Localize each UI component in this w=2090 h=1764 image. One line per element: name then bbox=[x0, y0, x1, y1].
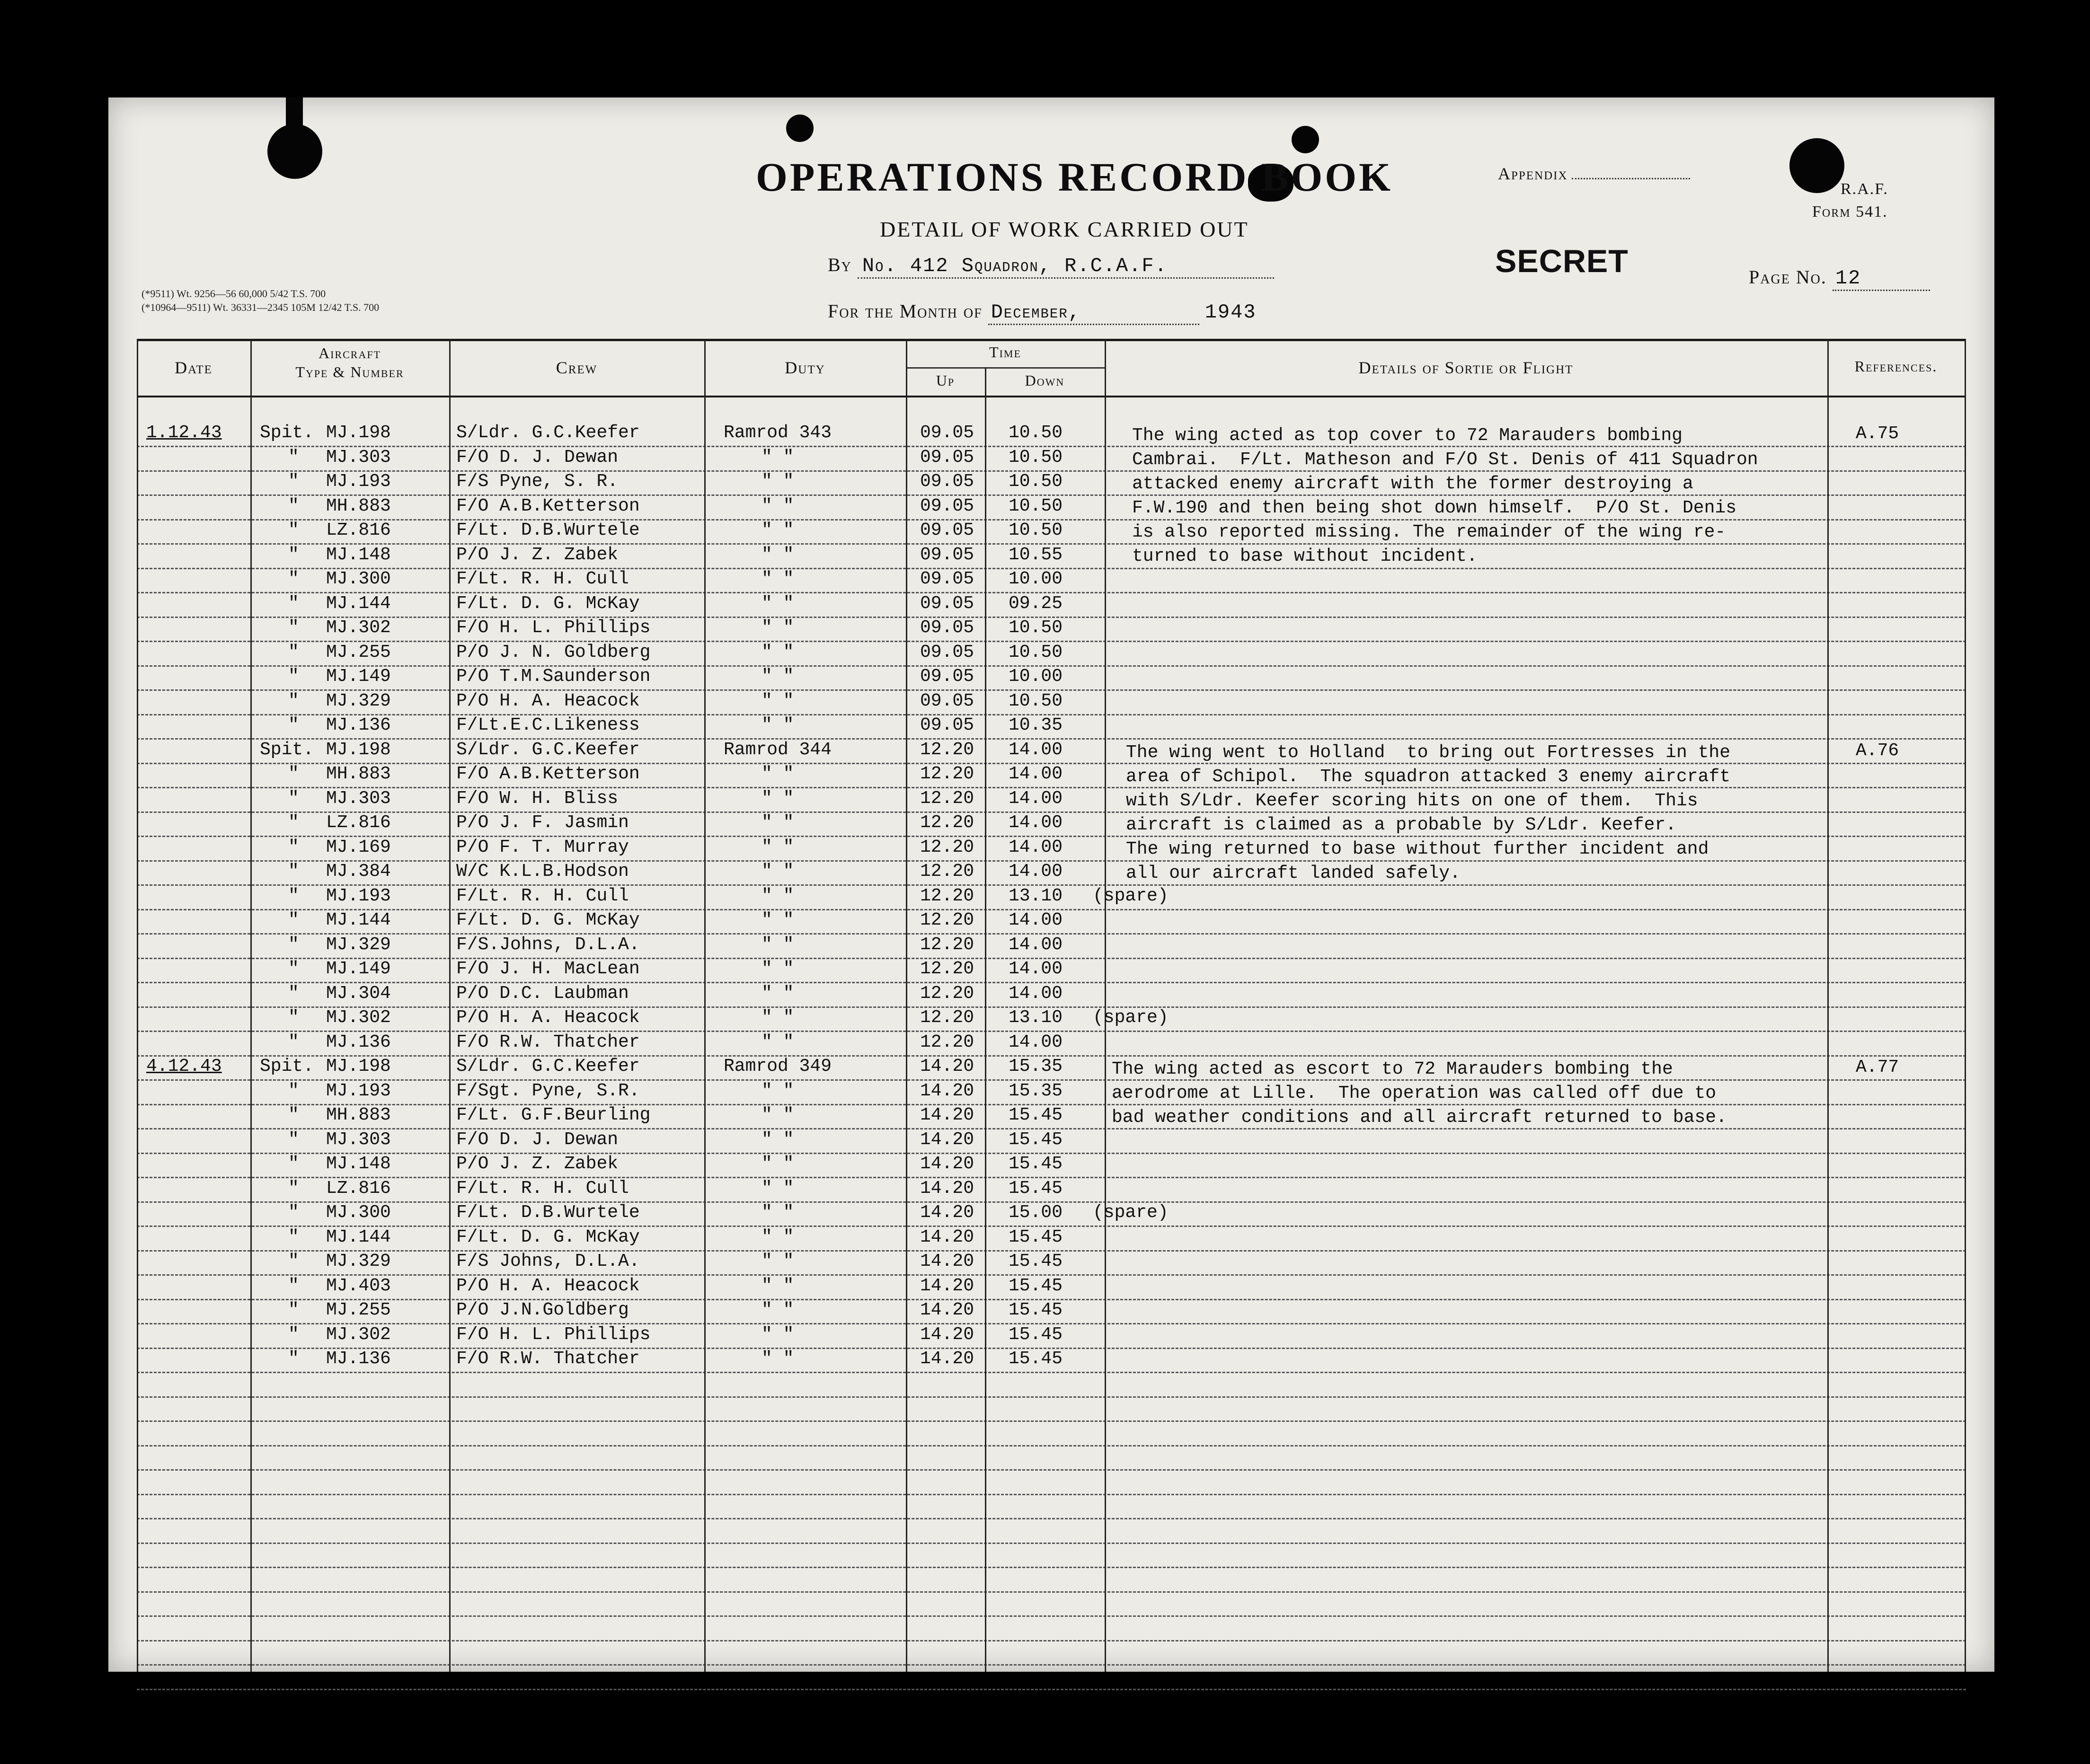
row-time-down: 10.50 bbox=[1009, 471, 1063, 492]
col-border-right bbox=[1965, 339, 1966, 1672]
row-duty: " " bbox=[762, 1324, 794, 1345]
row-duty: " " bbox=[762, 788, 794, 809]
row-aircraft-type: " bbox=[288, 1275, 299, 1296]
row-time-up: 12.20 bbox=[920, 788, 974, 809]
row-time-up: 12.20 bbox=[920, 812, 974, 833]
ruled-line bbox=[137, 1518, 1966, 1519]
row-time-up: 09.05 bbox=[920, 520, 974, 540]
row-duty: Ramrod 344 bbox=[724, 739, 832, 760]
row-aircraft-number: MJ.300 bbox=[326, 1202, 391, 1223]
row-aircraft-type: " bbox=[288, 593, 299, 614]
row-aircraft-number: MJ.149 bbox=[326, 959, 391, 979]
ruled-line bbox=[137, 1469, 1966, 1471]
header-time: Time bbox=[989, 344, 1021, 361]
row-aircraft-type: " bbox=[288, 1178, 299, 1199]
year-value: 1943 bbox=[1204, 301, 1257, 324]
row-aircraft-number: MJ.302 bbox=[326, 1324, 391, 1345]
col-border-up bbox=[985, 367, 986, 1672]
row-time-up: 14.20 bbox=[920, 1080, 974, 1101]
row-aircraft-number: MJ.403 bbox=[326, 1275, 391, 1296]
header-references: References. bbox=[1854, 358, 1938, 375]
row-aircraft-type: Spit. bbox=[260, 1056, 314, 1076]
row-time-down: 15.45 bbox=[1009, 1178, 1063, 1199]
row-aircraft-type: " bbox=[288, 569, 299, 589]
row-time-down: 10.55 bbox=[1009, 544, 1063, 565]
row-time-down: 10.35 bbox=[1009, 715, 1063, 735]
row-time-down: 14.00 bbox=[1009, 861, 1063, 882]
row-crew: W/C K.L.B.Hodson bbox=[456, 861, 629, 882]
row-aircraft-number: MJ.300 bbox=[326, 569, 391, 589]
row-duty: " " bbox=[762, 1226, 794, 1247]
ruled-line bbox=[137, 1494, 1966, 1495]
row-time-up: 14.20 bbox=[920, 1324, 974, 1345]
row-duty: " " bbox=[762, 544, 794, 565]
ruled-line bbox=[137, 1567, 1966, 1568]
print-codes: (*9511) Wt. 9256—56 60,000 5/42 T.S. 700 (*10964—9511) Wt. 36331—2345 105M 12/42 T.S. 700 bbox=[142, 288, 380, 313]
row-time-up: 14.20 bbox=[920, 1202, 974, 1223]
row-aircraft-type: " bbox=[288, 447, 299, 467]
row-duty: " " bbox=[762, 1154, 794, 1174]
row-duty: " " bbox=[762, 1178, 794, 1199]
row-time-down: 10.50 bbox=[1009, 690, 1063, 711]
row-time-down: 10.00 bbox=[1009, 666, 1063, 687]
row-aircraft-type: " bbox=[288, 983, 299, 1004]
row-crew: S/Ldr. G.C.Keefer bbox=[456, 423, 640, 443]
row-crew: F/S Johns, D.L.A. bbox=[456, 1251, 640, 1271]
row-duty: " " bbox=[762, 495, 794, 516]
row-time-up: 09.05 bbox=[920, 715, 974, 735]
row-time-up: 09.05 bbox=[920, 666, 974, 687]
row-aircraft-number: MJ.384 bbox=[326, 861, 391, 882]
ruled-line bbox=[137, 1543, 1966, 1544]
col-border-date bbox=[250, 339, 252, 1672]
row-aircraft-type: " bbox=[288, 1349, 299, 1369]
row-time-down: 13.10 bbox=[1009, 1007, 1063, 1028]
row-aircraft-type: " bbox=[288, 788, 299, 809]
row-crew: P/O J. Z. Zabek bbox=[456, 544, 619, 565]
spare-note: (spare) bbox=[1093, 1202, 1169, 1223]
row-crew: F/Lt.E.C.Likeness bbox=[456, 715, 640, 735]
ruled-line bbox=[137, 1396, 1966, 1398]
row-aircraft-type: " bbox=[288, 1032, 299, 1052]
spare-note: (spare) bbox=[1093, 1007, 1169, 1028]
row-crew: F/O R.W. Thatcher bbox=[456, 1032, 640, 1052]
row-time-up: 09.05 bbox=[920, 423, 974, 443]
ruled-line bbox=[137, 1689, 1966, 1690]
row-duty: " " bbox=[762, 690, 794, 711]
row-aircraft-number: MJ.302 bbox=[326, 617, 391, 638]
row-aircraft-number: MJ.329 bbox=[326, 1251, 391, 1271]
row-duty: Ramrod 349 bbox=[724, 1056, 832, 1076]
table-top-border bbox=[137, 339, 1966, 341]
row-duty: " " bbox=[762, 1129, 794, 1150]
row-time-down: 14.00 bbox=[1009, 983, 1063, 1004]
row-aircraft-type: " bbox=[288, 471, 299, 492]
row-time-down: 10.50 bbox=[1009, 495, 1063, 516]
row-crew: F/Lt. R. H. Cull bbox=[456, 1178, 629, 1199]
ruled-line bbox=[137, 1640, 1966, 1641]
row-duty: " " bbox=[762, 715, 794, 735]
row-date: 4.12.43 bbox=[146, 1056, 222, 1076]
row-time-up: 14.20 bbox=[920, 1178, 974, 1199]
row-aircraft-number: MJ.149 bbox=[326, 666, 391, 687]
spare-note: (spare) bbox=[1093, 885, 1169, 906]
row-time-up: 09.05 bbox=[920, 642, 974, 662]
row-aircraft-number: MJ.193 bbox=[326, 471, 391, 492]
row-crew: P/O F. T. Murray bbox=[456, 837, 629, 857]
ruled-line bbox=[137, 1591, 1966, 1593]
row-duty: " " bbox=[762, 666, 794, 687]
row-aircraft-type: " bbox=[288, 812, 299, 833]
row-time-down: 13.10 bbox=[1009, 885, 1063, 906]
sortie-details: The wing acted as top cover to 72 Marauders bombing Cambrai. F/Lt. Matheson and F/O St. Denis of 411 Squadron attacked enemy aircraft with the former destroying a F.W.190 and then being shot down himself. P/O St. Denis is also reported missing. The remainder of the wing re- turned to base without incident. bbox=[1132, 425, 1758, 566]
ruled-line bbox=[137, 1664, 1966, 1666]
row-time-down: 14.00 bbox=[1009, 959, 1063, 979]
row-time-up: 12.20 bbox=[920, 910, 974, 930]
row-time-down: 14.00 bbox=[1009, 764, 1063, 784]
row-aircraft-type: Spit. bbox=[260, 423, 314, 443]
row-time-down: 14.00 bbox=[1009, 837, 1063, 857]
by-line: By No. 412 Squadron, R.C.A.F. bbox=[828, 254, 1274, 279]
row-time-up: 12.20 bbox=[920, 739, 974, 760]
ruled-line bbox=[137, 1420, 1966, 1422]
row-aircraft-number: MJ.136 bbox=[326, 1032, 391, 1052]
row-aircraft-type: " bbox=[288, 764, 299, 784]
row-aircraft-number: MJ.193 bbox=[326, 1080, 391, 1101]
row-aircraft-type: " bbox=[288, 666, 299, 687]
row-aircraft-number: MJ.303 bbox=[326, 447, 391, 467]
row-time-up: 09.05 bbox=[920, 569, 974, 589]
header-details: Details of Sortie or Flight bbox=[1358, 358, 1574, 377]
row-time-down: 15.00 bbox=[1009, 1202, 1063, 1223]
row-time-down: 10.00 bbox=[1009, 569, 1063, 589]
row-time-down: 15.45 bbox=[1009, 1300, 1063, 1320]
row-crew: F/O H. L. Phillips bbox=[456, 1324, 651, 1345]
row-time-down: 15.45 bbox=[1009, 1129, 1063, 1150]
row-time-down: 14.00 bbox=[1009, 910, 1063, 930]
ruled-line bbox=[137, 1445, 1966, 1446]
row-time-up: 12.20 bbox=[920, 1032, 974, 1052]
row-duty: " " bbox=[762, 885, 794, 906]
row-duty: " " bbox=[762, 520, 794, 540]
row-aircraft-number: LZ.816 bbox=[326, 1178, 391, 1199]
page-subtitle: DETAIL OF WORK CARRIED OUT bbox=[880, 217, 1249, 241]
row-aircraft-type: " bbox=[288, 1007, 299, 1028]
row-duty: " " bbox=[762, 1105, 794, 1125]
row-crew: P/O J. N. Goldberg bbox=[456, 642, 651, 662]
row-aircraft-type: " bbox=[288, 1300, 299, 1320]
row-duty: " " bbox=[762, 1251, 794, 1271]
row-aircraft-type: " bbox=[288, 1105, 299, 1125]
row-time-down: 14.00 bbox=[1009, 812, 1063, 833]
row-duty: " " bbox=[762, 1349, 794, 1369]
row-crew: S/Ldr. G.C.Keefer bbox=[456, 739, 640, 760]
row-crew: F/S.Johns, D.L.A. bbox=[456, 934, 640, 955]
row-aircraft-number: MJ.198 bbox=[326, 1056, 391, 1076]
row-time-down: 15.45 bbox=[1009, 1154, 1063, 1174]
row-time-down: 14.00 bbox=[1009, 739, 1063, 760]
row-aircraft-type: " bbox=[288, 861, 299, 882]
row-aircraft-number: MJ.303 bbox=[326, 788, 391, 809]
col-border-aircraft bbox=[449, 339, 451, 1672]
header-duty: Duty bbox=[785, 358, 825, 377]
reference-number: A.76 bbox=[1856, 740, 1899, 761]
row-crew: P/O H. A. Heacock bbox=[456, 1275, 640, 1296]
row-aircraft-number: MJ.329 bbox=[326, 934, 391, 955]
row-time-down: 10.50 bbox=[1009, 617, 1063, 638]
row-time-up: 12.20 bbox=[920, 861, 974, 882]
row-date: 1.12.43 bbox=[146, 423, 222, 443]
row-aircraft-number: MJ.169 bbox=[326, 837, 391, 857]
row-duty: " " bbox=[762, 1300, 794, 1320]
row-aircraft-type: " bbox=[288, 910, 299, 930]
row-crew: P/O H. A. Heacock bbox=[456, 690, 640, 711]
row-time-up: 12.20 bbox=[920, 1007, 974, 1028]
row-time-up: 12.20 bbox=[920, 983, 974, 1004]
row-aircraft-type: " bbox=[288, 1080, 299, 1101]
ruled-line bbox=[137, 1372, 1966, 1373]
row-time-up: 09.05 bbox=[920, 544, 974, 565]
row-crew: F/Lt. D. G. McKay bbox=[456, 593, 640, 614]
reference-number: A.77 bbox=[1856, 1057, 1899, 1077]
row-aircraft-number: MJ.329 bbox=[326, 690, 391, 711]
row-crew: F/Lt. D. G. McKay bbox=[456, 910, 640, 930]
row-time-down: 09.25 bbox=[1009, 593, 1063, 614]
month-value: December, bbox=[988, 301, 1199, 325]
row-crew: F/O H. L. Phillips bbox=[456, 617, 651, 638]
row-aircraft-type: " bbox=[288, 715, 299, 735]
row-crew: F/O D. J. Dewan bbox=[456, 447, 619, 467]
punch-hole-center-right bbox=[1292, 126, 1319, 153]
time-header-divider bbox=[906, 367, 1105, 369]
header-aircraft: Aircraft Type & Number bbox=[295, 344, 404, 380]
row-aircraft-number: MJ.302 bbox=[326, 1007, 391, 1028]
row-duty: " " bbox=[762, 593, 794, 614]
row-duty: " " bbox=[762, 569, 794, 589]
row-aircraft-number: MJ.144 bbox=[326, 1226, 391, 1247]
row-time-up: 14.20 bbox=[920, 1275, 974, 1296]
page-title: OPERATIONS RECORD BOOK bbox=[756, 154, 1393, 200]
record-table bbox=[108, 339, 1994, 1672]
row-aircraft-number: MJ.255 bbox=[326, 642, 391, 662]
secret-stamp: SECRET bbox=[1495, 243, 1629, 279]
month-line: For the Month of December, 1943 bbox=[828, 300, 1257, 325]
row-duty: " " bbox=[762, 1080, 794, 1101]
row-aircraft-type: " bbox=[288, 1324, 299, 1345]
sortie-details: The wing went to Holland to bring out Fortresses in the area of Schipol. The squadron attacked 3 enemy aircraft with S/Ldr. Keefer scoring hits on one of them. This aircraft is claimed as a probable by S/Ldr. Keefer. The wing returned to base without further incident and all our aircraft landed safely. bbox=[1126, 742, 1731, 883]
row-time-up: 14.20 bbox=[920, 1105, 974, 1125]
row-aircraft-type: " bbox=[288, 642, 299, 662]
page-number-value: 12 bbox=[1833, 267, 1930, 291]
row-crew: P/O J.N.Goldberg bbox=[456, 1300, 629, 1320]
row-aircraft-number: LZ.816 bbox=[326, 520, 391, 540]
row-aircraft-type: " bbox=[288, 837, 299, 857]
row-time-down: 10.50 bbox=[1009, 423, 1063, 443]
reference-number: A.75 bbox=[1856, 423, 1899, 444]
page-number: Page No. 12 bbox=[1749, 266, 1930, 291]
row-duty: " " bbox=[762, 983, 794, 1004]
row-time-up: 09.05 bbox=[920, 617, 974, 638]
col-border-crew bbox=[704, 339, 706, 1672]
header-date: Date bbox=[175, 358, 213, 377]
row-duty: " " bbox=[762, 447, 794, 467]
row-duty: " " bbox=[762, 910, 794, 930]
row-crew: F/O R.W. Thatcher bbox=[456, 1349, 640, 1369]
row-crew: F/Lt. G.F.Beurling bbox=[456, 1105, 651, 1125]
row-duty: " " bbox=[762, 812, 794, 833]
row-time-down: 10.50 bbox=[1009, 447, 1063, 467]
squadron-name: No. 412 Squadron, R.C.A.F. bbox=[858, 255, 1274, 279]
appendix-label: Appendix bbox=[1498, 164, 1690, 184]
row-aircraft-number: MJ.148 bbox=[326, 1154, 391, 1174]
row-crew: F/O W. H. Bliss bbox=[456, 788, 619, 809]
row-crew: P/O H. A. Heacock bbox=[456, 1007, 640, 1028]
row-time-down: 10.50 bbox=[1009, 642, 1063, 662]
punch-hole-left-tab bbox=[286, 97, 303, 135]
row-duty: " " bbox=[762, 861, 794, 882]
row-time-down: 15.35 bbox=[1009, 1080, 1063, 1101]
col-border-left bbox=[137, 339, 138, 1672]
row-time-up: 09.05 bbox=[920, 447, 974, 467]
row-aircraft-type: " bbox=[288, 544, 299, 565]
row-aircraft-type: " bbox=[288, 495, 299, 516]
row-time-up: 09.05 bbox=[920, 593, 974, 614]
header-down: Down bbox=[1025, 372, 1065, 389]
form-number: R.A.F. Form 541. bbox=[1812, 180, 1888, 220]
sortie-details: The wing acted as escort to 72 Marauders bombing the aerodrome at Lille. The operation was called off due to bad weather conditions and all aircraft returned to base. bbox=[1112, 1059, 1727, 1128]
row-aircraft-number: MH.883 bbox=[326, 495, 391, 516]
row-duty: " " bbox=[762, 934, 794, 955]
col-border-details bbox=[1827, 339, 1829, 1672]
row-aircraft-number: MH.883 bbox=[326, 1105, 391, 1125]
row-crew: F/Lt. D. G. McKay bbox=[456, 1226, 640, 1247]
row-crew: F/O A.B.Ketterson bbox=[456, 764, 640, 784]
row-duty: " " bbox=[762, 837, 794, 857]
row-aircraft-number: MH.883 bbox=[326, 764, 391, 784]
row-aircraft-type: " bbox=[288, 520, 299, 540]
row-time-up: 14.20 bbox=[920, 1300, 974, 1320]
row-crew: F/Sgt. Pyne, S.R. bbox=[456, 1080, 640, 1101]
row-time-up: 14.20 bbox=[920, 1349, 974, 1369]
row-time-down: 10.50 bbox=[1009, 520, 1063, 540]
header-up: Up bbox=[936, 372, 955, 389]
row-aircraft-number: MJ.198 bbox=[326, 423, 391, 443]
row-aircraft-number: MJ.144 bbox=[326, 593, 391, 614]
row-crew: P/O T.M.Saunderson bbox=[456, 666, 651, 687]
row-crew: P/O J. F. Jasmin bbox=[456, 812, 629, 833]
row-duty: " " bbox=[762, 764, 794, 784]
row-time-up: 12.20 bbox=[920, 959, 974, 979]
row-crew: P/O J. Z. Zabek bbox=[456, 1154, 619, 1174]
row-crew: F/Lt. D.B.Wurtele bbox=[456, 1202, 640, 1223]
col-border-duty bbox=[906, 339, 907, 1672]
row-aircraft-type: Spit. bbox=[260, 739, 314, 760]
row-aircraft-type: " bbox=[288, 1129, 299, 1150]
row-crew: F/S Pyne, S. R. bbox=[456, 471, 619, 492]
row-crew: F/Lt. R. H. Cull bbox=[456, 569, 629, 589]
row-time-up: 14.20 bbox=[920, 1129, 974, 1150]
punch-hole-center bbox=[786, 115, 814, 142]
row-aircraft-number: MJ.303 bbox=[326, 1129, 391, 1150]
row-time-up: 14.20 bbox=[920, 1226, 974, 1247]
row-aircraft-type: " bbox=[288, 1251, 299, 1271]
row-time-down: 15.45 bbox=[1009, 1349, 1063, 1369]
row-duty: " " bbox=[762, 959, 794, 979]
row-aircraft-type: " bbox=[288, 1226, 299, 1247]
row-time-down: 15.35 bbox=[1009, 1056, 1063, 1076]
row-time-up: 14.20 bbox=[920, 1154, 974, 1174]
row-crew: F/O J. H. MacLean bbox=[456, 959, 640, 979]
row-time-up: 09.05 bbox=[920, 471, 974, 492]
row-duty: " " bbox=[762, 617, 794, 638]
row-duty: " " bbox=[762, 1202, 794, 1223]
row-time-up: 14.20 bbox=[920, 1056, 974, 1076]
col-border-down bbox=[1105, 339, 1106, 1672]
row-time-down: 14.00 bbox=[1009, 788, 1063, 809]
row-aircraft-type: " bbox=[288, 690, 299, 711]
row-aircraft-number: MJ.255 bbox=[326, 1300, 391, 1320]
row-aircraft-number: MJ.304 bbox=[326, 983, 391, 1004]
header-bottom-border bbox=[137, 396, 1966, 397]
row-aircraft-number: MJ.136 bbox=[326, 1349, 391, 1369]
row-duty: Ramrod 343 bbox=[724, 423, 832, 443]
row-time-up: 12.20 bbox=[920, 837, 974, 857]
row-crew: S/Ldr. G.C.Keefer bbox=[456, 1056, 640, 1076]
row-crew: F/Lt. D.B.Wurtele bbox=[456, 520, 640, 540]
row-time-down: 14.00 bbox=[1009, 934, 1063, 955]
ruled-line bbox=[137, 1615, 1966, 1617]
row-aircraft-number: LZ.816 bbox=[326, 812, 391, 833]
row-aircraft-type: " bbox=[288, 885, 299, 906]
row-aircraft-number: MJ.148 bbox=[326, 544, 391, 565]
row-aircraft-type: " bbox=[288, 1202, 299, 1223]
row-aircraft-number: MJ.144 bbox=[326, 910, 391, 930]
row-aircraft-number: MJ.198 bbox=[326, 739, 391, 760]
row-time-down: 15.45 bbox=[1009, 1226, 1063, 1247]
row-time-up: 12.20 bbox=[920, 934, 974, 955]
row-time-down: 15.45 bbox=[1009, 1251, 1063, 1271]
row-time-down: 14.00 bbox=[1009, 1032, 1063, 1052]
row-time-up: 09.05 bbox=[920, 690, 974, 711]
row-time-up: 09.05 bbox=[920, 495, 974, 516]
row-aircraft-type: " bbox=[288, 617, 299, 638]
row-aircraft-type: " bbox=[288, 934, 299, 955]
row-aircraft-type: " bbox=[288, 959, 299, 979]
row-crew: F/O D. J. Dewan bbox=[456, 1129, 619, 1150]
record-page bbox=[108, 97, 1994, 1672]
row-aircraft-number: MJ.193 bbox=[326, 885, 391, 906]
row-time-up: 14.20 bbox=[920, 1251, 974, 1271]
row-time-down: 15.45 bbox=[1009, 1105, 1063, 1125]
row-time-up: 12.20 bbox=[920, 885, 974, 906]
row-duty: " " bbox=[762, 1032, 794, 1052]
row-time-down: 15.45 bbox=[1009, 1324, 1063, 1345]
row-crew: F/O A.B.Ketterson bbox=[456, 495, 640, 516]
row-crew: P/O D.C. Laubman bbox=[456, 983, 629, 1004]
row-aircraft-type: " bbox=[288, 1154, 299, 1174]
row-crew: F/Lt. R. H. Cull bbox=[456, 885, 629, 906]
row-time-up: 12.20 bbox=[920, 764, 974, 784]
row-time-down: 15.45 bbox=[1009, 1275, 1063, 1296]
row-duty: " " bbox=[762, 642, 794, 662]
row-aircraft-number: MJ.136 bbox=[326, 715, 391, 735]
row-duty: " " bbox=[762, 471, 794, 492]
row-duty: " " bbox=[762, 1007, 794, 1028]
row-duty: " " bbox=[762, 1275, 794, 1296]
header-crew: Crew bbox=[556, 358, 598, 377]
